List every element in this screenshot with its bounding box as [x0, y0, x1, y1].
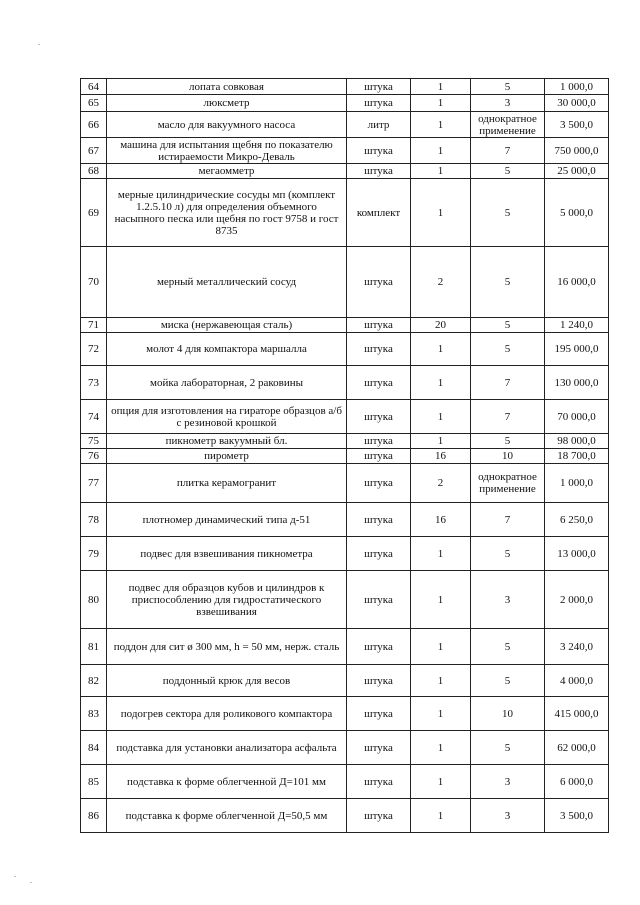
quantity-cell: 1 — [411, 179, 471, 247]
row-number-cell: 75 — [81, 434, 107, 449]
service-life-cell: 5 — [471, 537, 545, 571]
row-number-cell: 73 — [81, 366, 107, 400]
service-life-cell: 5 — [471, 179, 545, 247]
item-name-cell: лопата совковая — [107, 79, 347, 95]
item-name-cell: масло для вакуумного насоса — [107, 112, 347, 138]
unit-of-measure-cell: штука — [347, 79, 411, 95]
quantity-cell: 2 — [411, 464, 471, 503]
table-row — [81, 665, 609, 697]
row-number-cell: 69 — [81, 179, 107, 247]
price-cell: 130 000,0 — [545, 366, 609, 400]
table-row — [81, 179, 609, 247]
row-number-cell: 76 — [81, 449, 107, 464]
quantity-cell: 1 — [411, 731, 471, 765]
item-name-cell: миска (нержавеющая сталь) — [107, 318, 347, 333]
price-cell: 6 250,0 — [545, 503, 609, 537]
service-life-cell: 5 — [471, 318, 545, 333]
service-life-cell: 5 — [471, 434, 545, 449]
table-row — [81, 697, 609, 731]
unit-of-measure-cell: штука — [347, 503, 411, 537]
item-name-cell: молот 4 для компактора маршалла — [107, 333, 347, 366]
row-number-cell: 86 — [81, 799, 107, 833]
item-name-cell: мерные цилиндрические сосуды мп (комплект 1.2.5.10 л) для определения объемного насыпного песка или щебня по гост 9758 и гост 8735 — [107, 179, 347, 247]
table-row — [81, 629, 609, 665]
price-cell: 30 000,0 — [545, 95, 609, 112]
item-name-cell: подставка к форме облегченной Д=101 мм — [107, 765, 347, 799]
unit-of-measure-cell: штука — [347, 731, 411, 765]
quantity-cell: 1 — [411, 138, 471, 164]
row-number-cell: 83 — [81, 697, 107, 731]
unit-of-measure-cell: штука — [347, 799, 411, 833]
unit-of-measure-cell: штука — [347, 464, 411, 503]
item-name-cell: пикнометр вакуумный бл. — [107, 434, 347, 449]
table-row — [81, 503, 609, 537]
price-cell: 415 000,0 — [545, 697, 609, 731]
unit-of-measure-cell: штука — [347, 366, 411, 400]
quantity-cell: 20 — [411, 318, 471, 333]
table-row — [81, 464, 609, 503]
unit-of-measure-cell: штука — [347, 571, 411, 629]
quantity-cell: 1 — [411, 571, 471, 629]
quantity-cell: 16 — [411, 503, 471, 537]
table-row — [81, 400, 609, 434]
quantity-cell: 1 — [411, 333, 471, 366]
table-row — [81, 318, 609, 333]
row-number-cell: 68 — [81, 164, 107, 179]
service-life-cell: 5 — [471, 79, 545, 95]
scan-speck — [14, 876, 16, 877]
item-name-cell: мойка лабораторная, 2 раковины — [107, 366, 347, 400]
quantity-cell: 1 — [411, 765, 471, 799]
service-life-cell: 3 — [471, 765, 545, 799]
quantity-cell: 1 — [411, 629, 471, 665]
service-life-cell: 5 — [471, 164, 545, 179]
item-name-cell: подогрев сектора для роликового компактора — [107, 697, 347, 731]
unit-of-measure-cell: штука — [347, 434, 411, 449]
price-cell: 1 000,0 — [545, 464, 609, 503]
quantity-cell: 1 — [411, 79, 471, 95]
row-number-cell: 66 — [81, 112, 107, 138]
price-cell: 3 240,0 — [545, 629, 609, 665]
item-name-cell: опция для изготовления на гираторе образцов а/б с резиновой крошкой — [107, 400, 347, 434]
unit-of-measure-cell: штука — [347, 247, 411, 318]
unit-of-measure-cell: штука — [347, 164, 411, 179]
table-row — [81, 95, 609, 112]
item-name-cell: машина для испытания щебня по показателю истираемости Микро-Деваль — [107, 138, 347, 164]
price-cell: 16 000,0 — [545, 247, 609, 318]
price-cell: 4 000,0 — [545, 665, 609, 697]
service-life-cell: 10 — [471, 449, 545, 464]
price-cell: 750 000,0 — [545, 138, 609, 164]
quantity-cell: 1 — [411, 697, 471, 731]
service-life-cell: 5 — [471, 629, 545, 665]
price-cell: 3 500,0 — [545, 112, 609, 138]
row-number-cell: 81 — [81, 629, 107, 665]
item-name-cell: подставка к форме облегченной Д=50,5 мм — [107, 799, 347, 833]
service-life-cell: 3 — [471, 95, 545, 112]
table-row — [81, 765, 609, 799]
table-row — [81, 164, 609, 179]
table-row — [81, 731, 609, 765]
row-number-cell: 64 — [81, 79, 107, 95]
price-cell: 70 000,0 — [545, 400, 609, 434]
unit-of-measure-cell: штука — [347, 138, 411, 164]
unit-of-measure-cell: штука — [347, 697, 411, 731]
row-number-cell: 82 — [81, 665, 107, 697]
price-cell: 5 000,0 — [545, 179, 609, 247]
price-cell: 98 000,0 — [545, 434, 609, 449]
quantity-cell: 1 — [411, 434, 471, 449]
table-body — [81, 79, 609, 833]
item-name-cell: поддон для сит ø 300 мм, h = 50 мм, нерж. сталь — [107, 629, 347, 665]
row-number-cell: 85 — [81, 765, 107, 799]
table-row — [81, 112, 609, 138]
table-row — [81, 449, 609, 464]
service-life-cell: однократное применение — [471, 112, 545, 138]
table-row — [81, 366, 609, 400]
table-row — [81, 571, 609, 629]
unit-of-measure-cell: штука — [347, 318, 411, 333]
table-row — [81, 799, 609, 833]
row-number-cell: 67 — [81, 138, 107, 164]
table-row — [81, 434, 609, 449]
service-life-cell: 5 — [471, 247, 545, 318]
quantity-cell: 1 — [411, 665, 471, 697]
quantity-cell: 1 — [411, 537, 471, 571]
quantity-cell: 1 — [411, 112, 471, 138]
row-number-cell: 71 — [81, 318, 107, 333]
unit-of-measure-cell: штука — [347, 333, 411, 366]
unit-of-measure-cell: штука — [347, 629, 411, 665]
service-life-cell: 7 — [471, 138, 545, 164]
row-number-cell: 72 — [81, 333, 107, 366]
row-number-cell: 77 — [81, 464, 107, 503]
service-life-cell: 7 — [471, 503, 545, 537]
row-number-cell: 78 — [81, 503, 107, 537]
service-life-cell: 7 — [471, 400, 545, 434]
item-name-cell: плотномер динамический типа д-51 — [107, 503, 347, 537]
unit-of-measure-cell: штука — [347, 765, 411, 799]
table-row — [81, 537, 609, 571]
table-row — [81, 79, 609, 95]
price-cell: 13 000,0 — [545, 537, 609, 571]
item-name-cell: люксметр — [107, 95, 347, 112]
inventory-table — [80, 78, 609, 833]
quantity-cell: 1 — [411, 95, 471, 112]
table-row — [81, 247, 609, 318]
row-number-cell: 70 — [81, 247, 107, 318]
price-cell: 2 000,0 — [545, 571, 609, 629]
row-number-cell: 79 — [81, 537, 107, 571]
table-row — [81, 138, 609, 164]
unit-of-measure-cell: штука — [347, 665, 411, 697]
price-cell: 18 700,0 — [545, 449, 609, 464]
price-cell: 62 000,0 — [545, 731, 609, 765]
scan-speck — [30, 882, 32, 883]
quantity-cell: 1 — [411, 400, 471, 434]
service-life-cell: 3 — [471, 799, 545, 833]
service-life-cell: 5 — [471, 333, 545, 366]
service-life-cell: 10 — [471, 697, 545, 731]
service-life-cell: 5 — [471, 731, 545, 765]
quantity-cell: 1 — [411, 164, 471, 179]
service-life-cell: 5 — [471, 665, 545, 697]
service-life-cell: 3 — [471, 571, 545, 629]
item-name-cell: подвес для взвешивания пикнометра — [107, 537, 347, 571]
row-number-cell: 84 — [81, 731, 107, 765]
price-cell: 3 500,0 — [545, 799, 609, 833]
unit-of-measure-cell: штука — [347, 449, 411, 464]
item-name-cell: плитка керамогранит — [107, 464, 347, 503]
item-name-cell: мерный металлический сосуд — [107, 247, 347, 318]
service-life-cell: однократное применение — [471, 464, 545, 503]
unit-of-measure-cell: литр — [347, 112, 411, 138]
price-cell: 1 000,0 — [545, 79, 609, 95]
quantity-cell: 2 — [411, 247, 471, 318]
quantity-cell: 16 — [411, 449, 471, 464]
price-cell: 1 240,0 — [545, 318, 609, 333]
item-name-cell: подставка для установки анализатора асфальта — [107, 731, 347, 765]
item-name-cell: пирометр — [107, 449, 347, 464]
price-cell: 25 000,0 — [545, 164, 609, 179]
quantity-cell: 1 — [411, 799, 471, 833]
quantity-cell: 1 — [411, 366, 471, 400]
row-number-cell: 80 — [81, 571, 107, 629]
row-number-cell: 74 — [81, 400, 107, 434]
item-name-cell: поддонный крюк для весов — [107, 665, 347, 697]
item-name-cell: мегаомметр — [107, 164, 347, 179]
row-number-cell: 65 — [81, 95, 107, 112]
unit-of-measure-cell: штука — [347, 95, 411, 112]
unit-of-measure-cell: комплект — [347, 179, 411, 247]
price-cell: 195 000,0 — [545, 333, 609, 366]
unit-of-measure-cell: штука — [347, 400, 411, 434]
service-life-cell: 7 — [471, 366, 545, 400]
item-name-cell: подвес для образцов кубов и цилиндров к приспособлению для гидростатического взвешивания — [107, 571, 347, 629]
table-row — [81, 333, 609, 366]
price-cell: 6 000,0 — [545, 765, 609, 799]
scan-speck — [38, 44, 40, 45]
unit-of-measure-cell: штука — [347, 537, 411, 571]
